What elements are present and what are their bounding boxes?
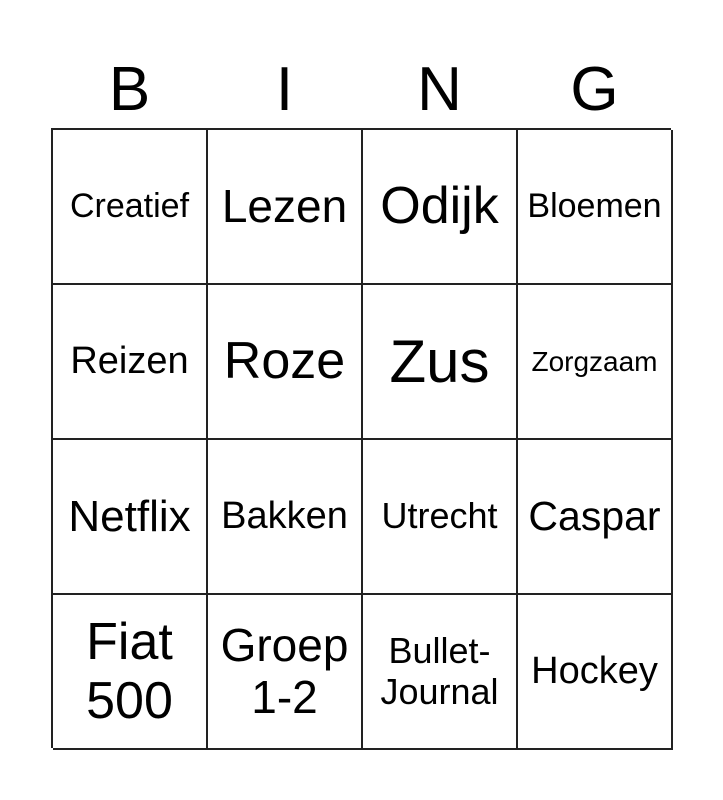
cell-text: Zus [389,327,490,395]
bingo-cell[interactable] [518,595,673,750]
bingo-cell[interactable] [53,130,208,285]
bingo-cell[interactable] [518,285,673,440]
cell-text: Fiat 500 [86,613,173,730]
bingo-cell[interactable] [53,285,208,440]
bingo-cell[interactable] [363,130,518,285]
cell-text: Groep 1-2 [220,618,349,723]
bingo-cell[interactable] [363,285,518,440]
cell-text: Utrecht [381,495,498,537]
bingo-cell[interactable] [363,595,518,750]
bingo-cell[interactable] [208,440,363,595]
bingo-cell[interactable] [208,130,363,285]
header-letter-b: B [108,55,151,124]
bingo-board [51,128,671,748]
cell-text: Zorgzaam [531,345,658,377]
bingo-header [52,52,672,128]
cell-text: Caspar [528,492,661,539]
cell-text: Netflix [68,491,191,541]
bingo-cell[interactable] [53,595,208,750]
cell-text: Odijk [380,177,499,236]
cell-text: Roze [223,332,346,391]
cell-text: Bloemen [527,187,662,226]
bingo-cell[interactable] [518,440,673,595]
header-letter-i: I [275,55,294,124]
cell-text: Bullet- Journal [380,630,499,712]
header-letter-n: N [417,55,462,124]
bingo-cell[interactable] [363,440,518,595]
header-letter-g: G [570,55,619,124]
cell-text: Lezen [221,179,348,232]
bingo-cell[interactable] [208,595,363,750]
cell-text: Reizen [70,340,189,383]
cell-text: Creatief [69,187,190,226]
cell-text: Hockey [531,650,658,693]
bingo-cell[interactable] [518,130,673,285]
bingo-cell[interactable] [53,440,208,595]
cell-text: Bakken [221,495,348,538]
bingo-cell[interactable] [208,285,363,440]
